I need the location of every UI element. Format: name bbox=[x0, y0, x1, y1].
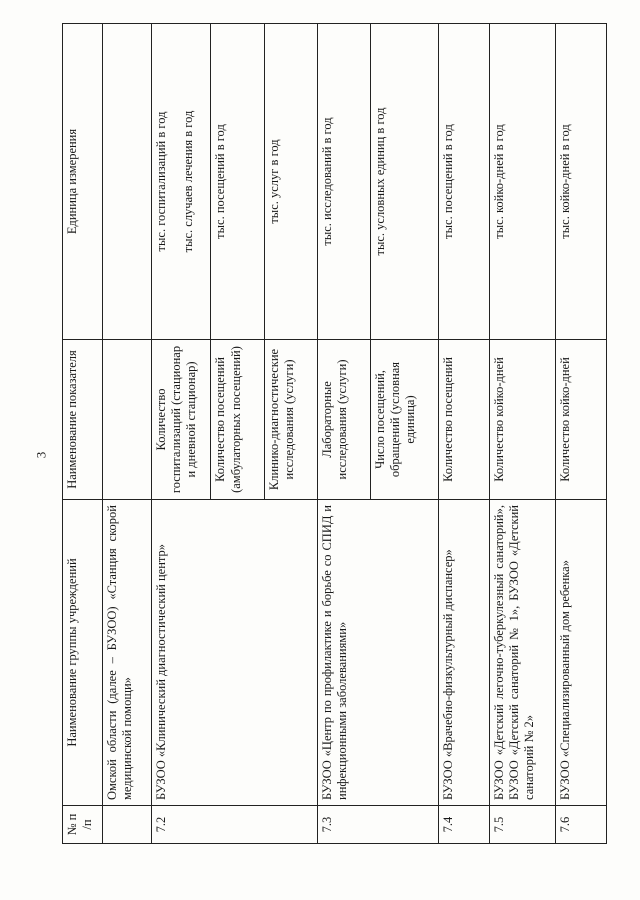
row-num bbox=[103, 806, 152, 844]
row-num: 7.3 bbox=[317, 806, 438, 844]
header-unit: Единица измерения bbox=[63, 24, 103, 340]
table-row bbox=[151, 24, 211, 844]
row-unit: тыс. условных единиц в год bbox=[370, 24, 438, 340]
row-group: БУЗОО «Центр по профилактике и борьбе со СПИД и инфекционными заболеваниями» bbox=[317, 500, 438, 806]
row-indicator: Клинико-диагностические исследования (услуги) bbox=[264, 340, 317, 500]
header-num: № п /п bbox=[63, 806, 103, 844]
table-row bbox=[317, 24, 370, 844]
row-unit: тыс. посещений в год bbox=[211, 24, 264, 340]
row-indicator: Количество койко-дней bbox=[489, 340, 555, 500]
row-indicator bbox=[103, 340, 152, 500]
header-indicator: Наименование показателя bbox=[63, 340, 103, 500]
row-indicator: Лабораторные исследования (услуги) bbox=[317, 340, 370, 500]
institutions-table bbox=[62, 23, 607, 844]
row-indicator: Количество госпитализаций (стационар и дневной стационар) bbox=[151, 340, 211, 500]
row-num: 7.6 bbox=[555, 806, 606, 844]
table-row bbox=[438, 24, 489, 844]
row-unit: тыс. исследований в год bbox=[317, 24, 370, 340]
rotated-table-wrapper bbox=[62, 24, 607, 844]
row-indicator: Количество посещений bbox=[438, 340, 489, 500]
row-num: 7.2 bbox=[151, 806, 317, 844]
row-indicator: Количество койко-дней bbox=[555, 340, 606, 500]
table-row bbox=[489, 24, 555, 844]
row-unit bbox=[151, 24, 211, 340]
row-indicator: Количество посещений (амбулаторных посещений) bbox=[211, 340, 264, 500]
row-unit: тыс. услуг в год bbox=[264, 24, 317, 340]
row-unit: тыс. посещений в год bbox=[438, 24, 489, 340]
row-indicator: Число посещений, обращений (условная единица) bbox=[370, 340, 438, 500]
unit-text: тыс. госпитализаций в год bbox=[153, 111, 168, 252]
row-group: БУЗОО «Клинический диагностический центр» bbox=[151, 500, 317, 806]
row-group: БУЗОО «Врачебно-физкультурный диспансер» bbox=[438, 500, 489, 806]
row-num: 7.4 bbox=[438, 806, 489, 844]
row-unit: тыс. койко-дней в год bbox=[555, 24, 606, 340]
row-group: БУЗОО «Детский легочно-туберкулезный санаторий», БУЗОО «Детский санаторий № 1», БУЗОО «Детский санаторий № 2» bbox=[489, 500, 555, 806]
row-unit: тыс. койко-дней в год bbox=[489, 24, 555, 340]
row-unit bbox=[103, 24, 152, 340]
row-group: Омской области (далее – БУЗОО) «Станция скорой медицинской помощи» bbox=[103, 500, 152, 806]
row-num: 7.5 bbox=[489, 806, 555, 844]
page-number: 3 bbox=[33, 451, 49, 459]
row-group: БУЗОО «Специализированный дом ребенка» bbox=[555, 500, 606, 806]
table-row bbox=[103, 24, 152, 844]
table-header-row bbox=[63, 24, 103, 844]
unit-text: тыс. случаев лечения в год bbox=[181, 110, 196, 253]
table-row bbox=[555, 24, 606, 844]
header-group: Наименование группы учреждений bbox=[63, 500, 103, 806]
